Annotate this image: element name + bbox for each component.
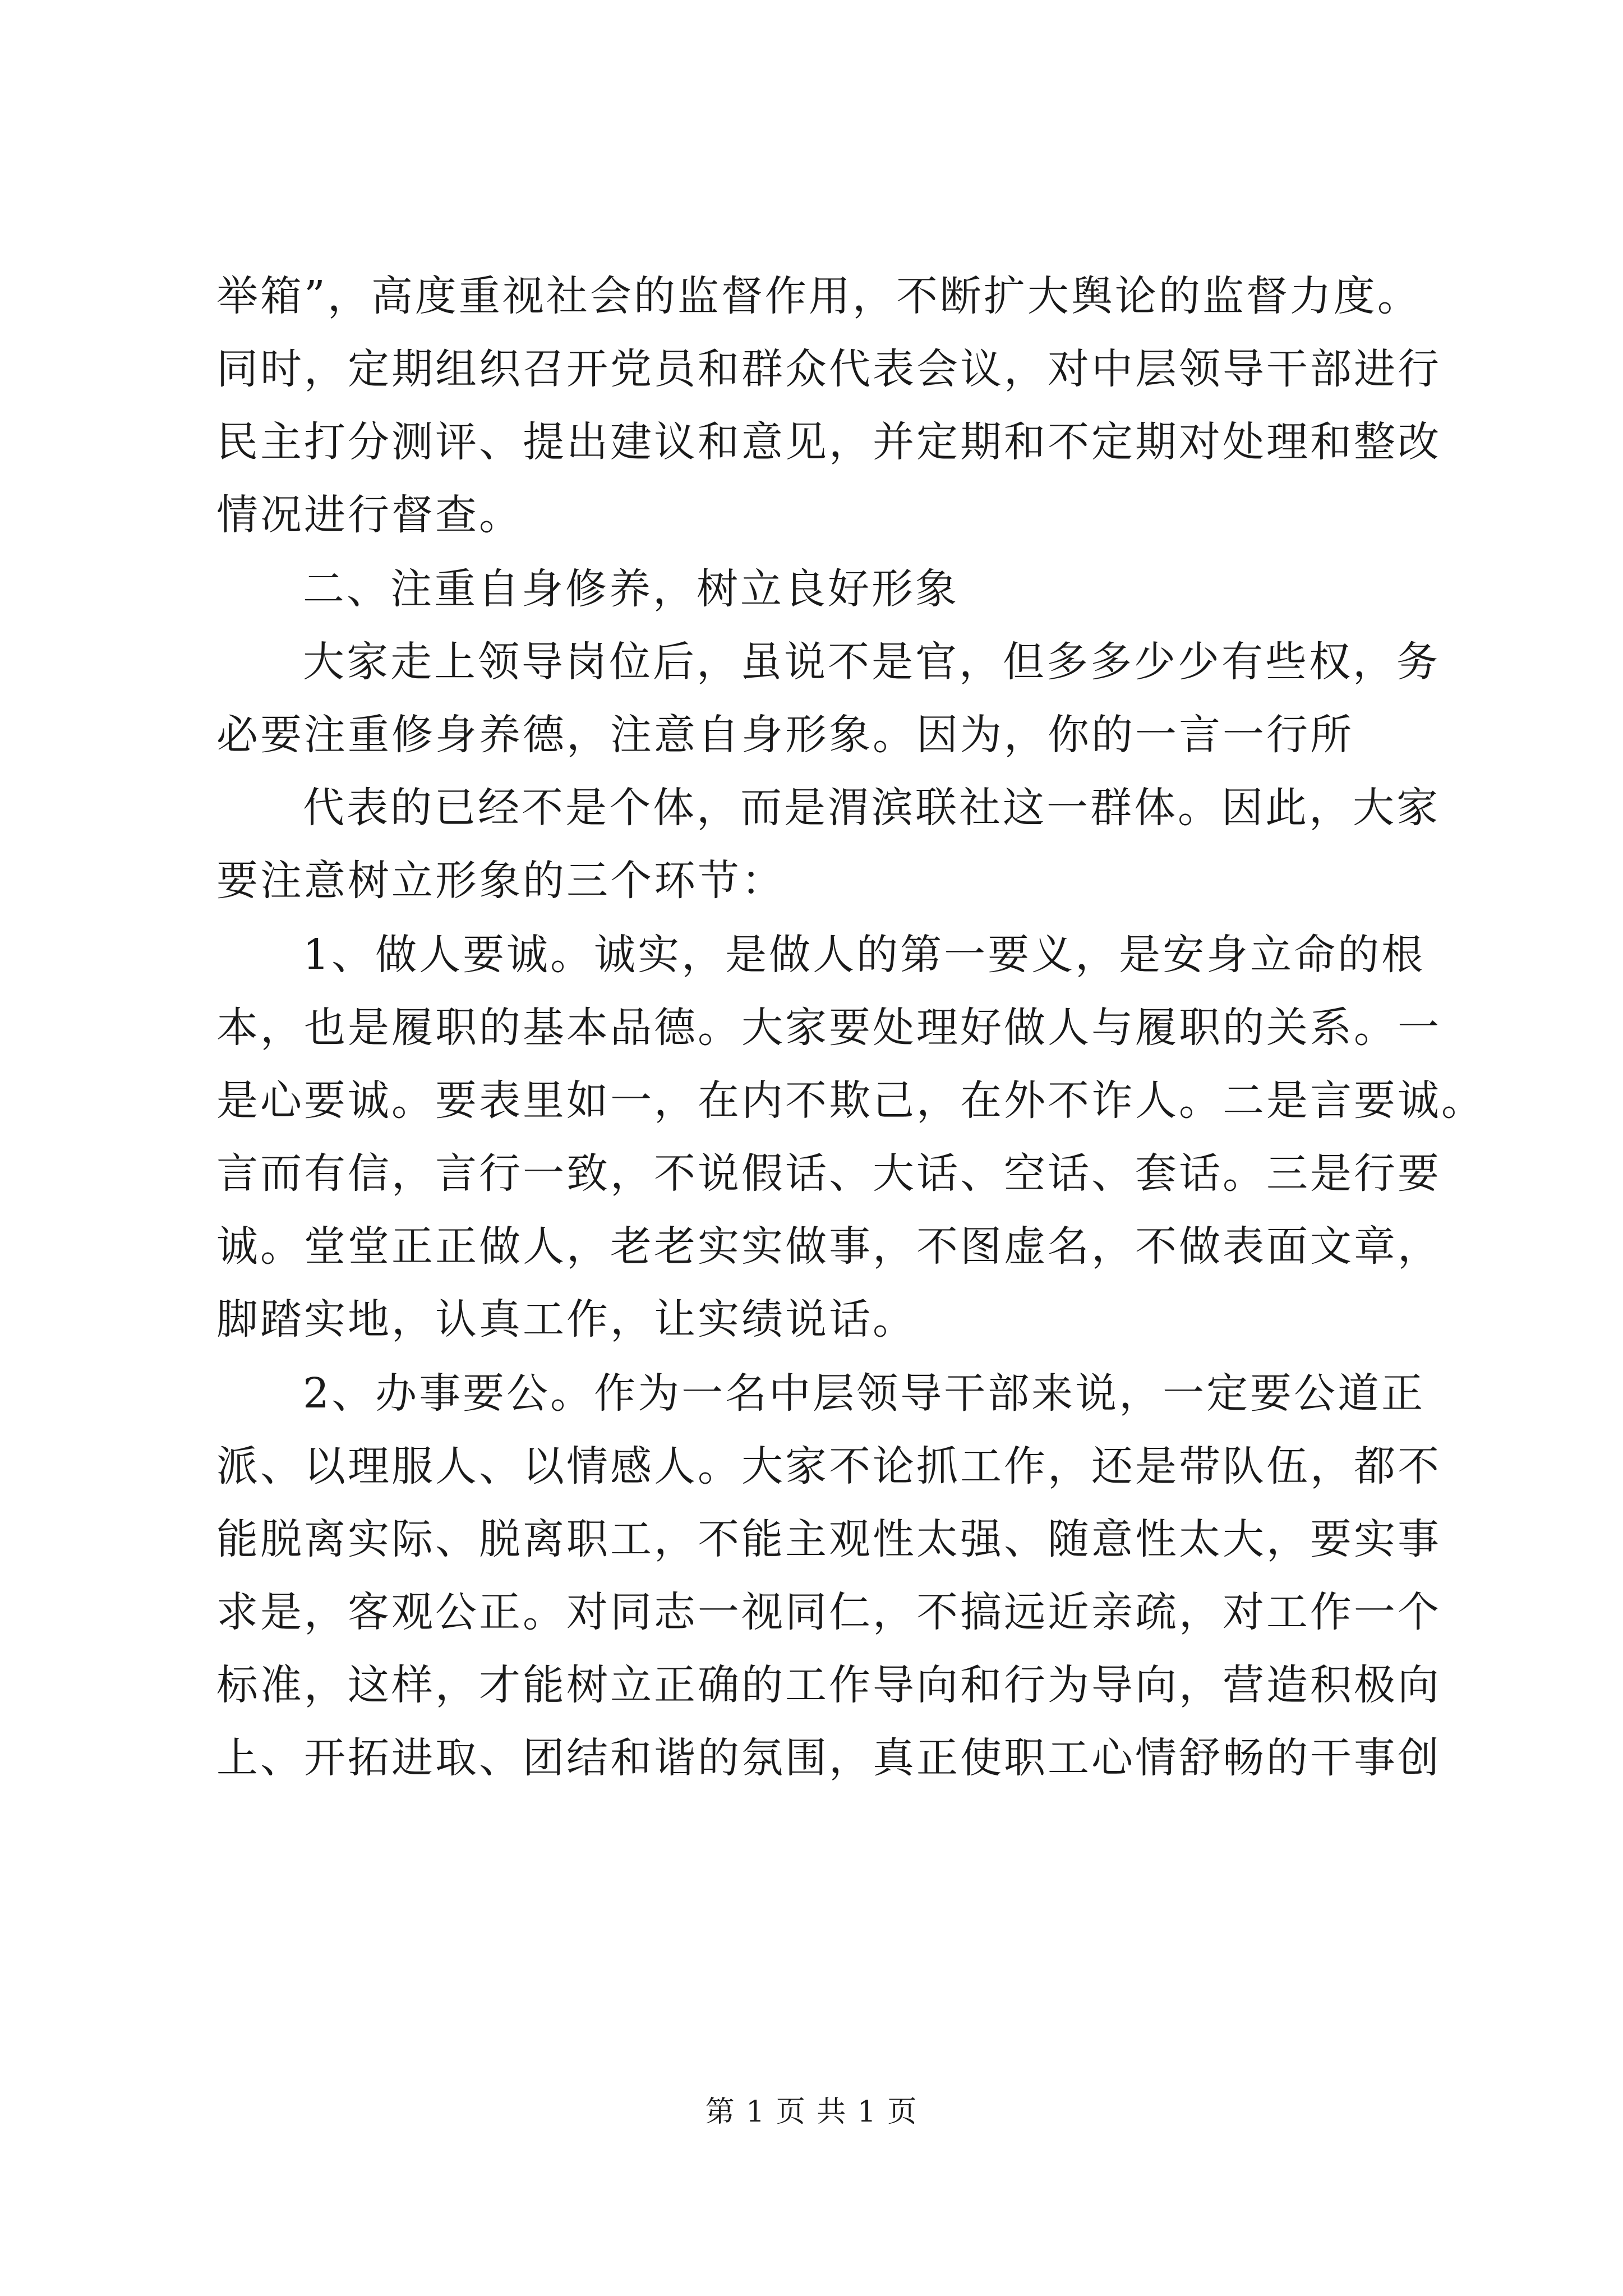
body-line: 要注意树立形象的三个环节： bbox=[216, 857, 785, 905]
body-line: 1、做人要诚。诚实，是做人的第一要义，是安身立命的根 bbox=[303, 931, 1426, 979]
body-line: 举箱”，高度重视社会的监督作用，不断扩大舆论的监督力度。 bbox=[216, 272, 1421, 320]
body-line: 脚踏实地，认真工作，让实绩说话。 bbox=[216, 1295, 916, 1343]
body-line: 是心要诚。要表里如一，在内不欺己，在外不诈人。二是言要诚。 bbox=[216, 1076, 1485, 1125]
body-line: 同时，定期组织召开党员和群众代表会议，对中层领导干部进行 bbox=[216, 345, 1441, 393]
body-line: 能脱离实际、脱离职工，不能主观性太强、随意性太大，要实事 bbox=[216, 1515, 1441, 1563]
page-footer: 第 1 页 共 1 页 bbox=[705, 2095, 918, 2129]
body-line: 代表的已经不是个体，而是渭滨联社这一群体。因此，大家 bbox=[303, 784, 1440, 832]
body-line: 大家走上领导岗位后，虽说不是官，但多多少少有些权，务 bbox=[303, 638, 1440, 686]
body-line: 标准，这样，才能树立正确的工作导向和行为导向，营造积极向 bbox=[216, 1661, 1441, 1709]
body-line: 求是，客观公正。对同志一视同仁，不搞远近亲疏，对工作一个 bbox=[216, 1588, 1441, 1636]
body-line: 上、开拓进取、团结和谐的氛围，真正使职工心情舒畅的干事创 bbox=[216, 1734, 1441, 1782]
body-line: 民主打分测评、提出建议和意见，并定期和不定期对处理和整改 bbox=[216, 418, 1441, 466]
body-line: 言而有信，言行一致，不说假话、大话、空话、套话。三是行要 bbox=[216, 1149, 1441, 1198]
body-line: 2、办事要公。作为一名中层领导干部来说，一定要公道正 bbox=[303, 1369, 1426, 1418]
body-line: 必要注重修身养德，注意自身形象。因为，你的一言一行所 bbox=[216, 711, 1354, 759]
body-line: 派、以理服人、以情感人。大家不论抓工作，还是带队伍，都不 bbox=[216, 1442, 1441, 1490]
body-line: 本，也是履职的基本品德。大家要处理好做人与履职的关系。一 bbox=[216, 1004, 1441, 1052]
section-heading: 二、注重自身修养，树立良好形象 bbox=[303, 565, 959, 613]
body-line: 诚。堂堂正正做人，老老实实做事，不图虚名，不做表面文章， bbox=[216, 1222, 1441, 1271]
body-line: 情况进行督查。 bbox=[216, 491, 523, 539]
